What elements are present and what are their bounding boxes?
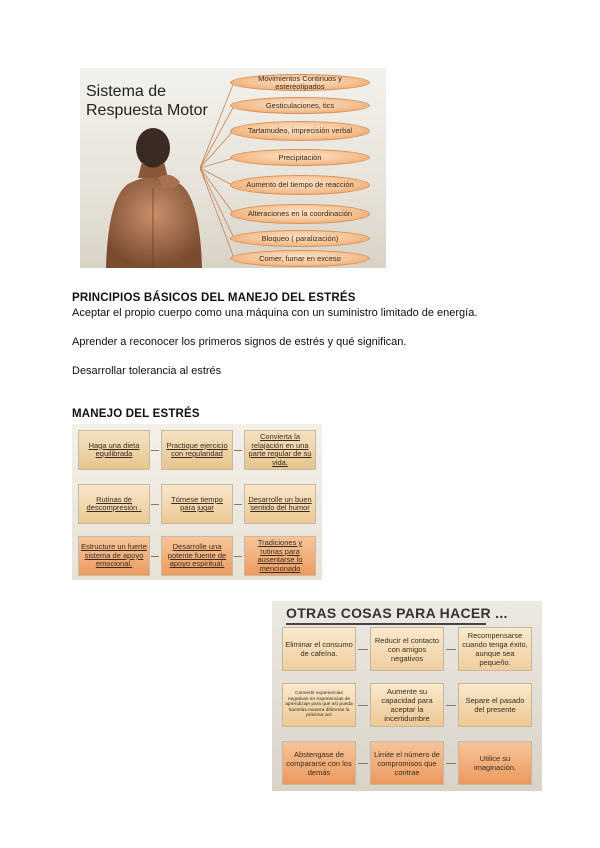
- otras-box: Utilice su imaginación.: [458, 741, 532, 785]
- manejo-box: Tradiciones y rutinas para ausentarse lo mencionado: [244, 536, 316, 576]
- manejo-box: Convierta la relajación en una parte regular de su vida.: [244, 430, 316, 470]
- otras-box: Abstengase de compararse con los demás: [282, 741, 356, 785]
- principle-text-3: Desarrollar tolerancia al estrés: [72, 365, 222, 377]
- manejo-box: Haga una dieta equilibrada: [78, 430, 150, 470]
- figure1-title-line1: Sistema de: [86, 83, 167, 100]
- otras-box: Separe el pasado del presente: [458, 683, 532, 727]
- arrow: [446, 763, 456, 764]
- principle-text-2: Aprender a reconocer los primeros signos de estrés y qué significan.: [72, 336, 407, 348]
- otras-box: Aumente su capacidad para aceptar la incertidumbre: [370, 683, 444, 727]
- title-underline: [286, 623, 486, 625]
- arrow: [234, 504, 242, 505]
- manejo-box: Desarrolle una potente fuente de apoyo espiritual.: [161, 536, 233, 576]
- arrow: [446, 705, 456, 706]
- otras-title: OTRAS COSAS PARA HACER ...: [286, 605, 508, 621]
- arrow: [151, 504, 159, 505]
- manejo-box: Rutinas de descompresión .: [78, 484, 150, 524]
- manejo-box: Desarrolle un buen sentido del humor: [244, 484, 316, 524]
- manejo-heading: MANEJO DEL ESTRÉS: [72, 408, 200, 420]
- figure1-title-line2: Respuesta Motor: [86, 102, 208, 119]
- oval-item: Bloqueo ( paralización): [230, 230, 370, 247]
- arrow: [358, 649, 368, 650]
- otras-box: Eliminar el consumo de cafeína.: [282, 627, 356, 671]
- arrow: [358, 763, 368, 764]
- manejo-diagram: [72, 424, 322, 580]
- arrow: [234, 556, 242, 557]
- oval-item: Gesticulaciones, tics: [230, 97, 370, 114]
- manejo-box: Practique ejercicio con regularidad: [161, 430, 233, 470]
- otras-diagram: [272, 601, 542, 791]
- oval-item: Alteraciones en la coordinación: [230, 204, 370, 224]
- arrow: [151, 450, 159, 451]
- oval-item: Movimientos Continuos y estereotipados: [230, 74, 370, 91]
- arrow: [151, 556, 159, 557]
- oval-item: Tartamudeo, imprecisión verbal: [230, 121, 370, 141]
- arrow: [234, 450, 242, 451]
- otras-box: Recompensarse cuando tenga éxito, aunque sea pequeño.: [458, 627, 532, 671]
- oval-item: Aumento del tiempo de reacción: [230, 175, 370, 195]
- motor-response-figure: [80, 68, 386, 268]
- manejo-box: Estructure un fuerte sistema de apoyo emocional.: [78, 536, 150, 576]
- principle-text-1: Aceptar el propio cuerpo como una máquina con un suministro limitado de energía.: [72, 307, 478, 319]
- arrow: [358, 705, 368, 706]
- otras-box: Convertir experiencias negativas en experiencias de aprendizaje para que así pueda hacerlas manera diferente la próxima vez: [282, 683, 356, 727]
- oval-item: Precipitación: [230, 149, 370, 166]
- arrow: [446, 649, 456, 650]
- person-back-image: [98, 118, 208, 268]
- otras-box: Reducir el contacto con amigos negativos: [370, 627, 444, 671]
- manejo-box: Tómese tiempo para jugar: [161, 484, 233, 524]
- otras-box: Limite el número de compromisos que contrae: [370, 741, 444, 785]
- oval-item: Comer, fumar en exceso: [230, 250, 370, 267]
- principles-heading: PRINCIPIOS BÁSICOS DEL MANEJO DEL ESTRÉS: [72, 292, 356, 304]
